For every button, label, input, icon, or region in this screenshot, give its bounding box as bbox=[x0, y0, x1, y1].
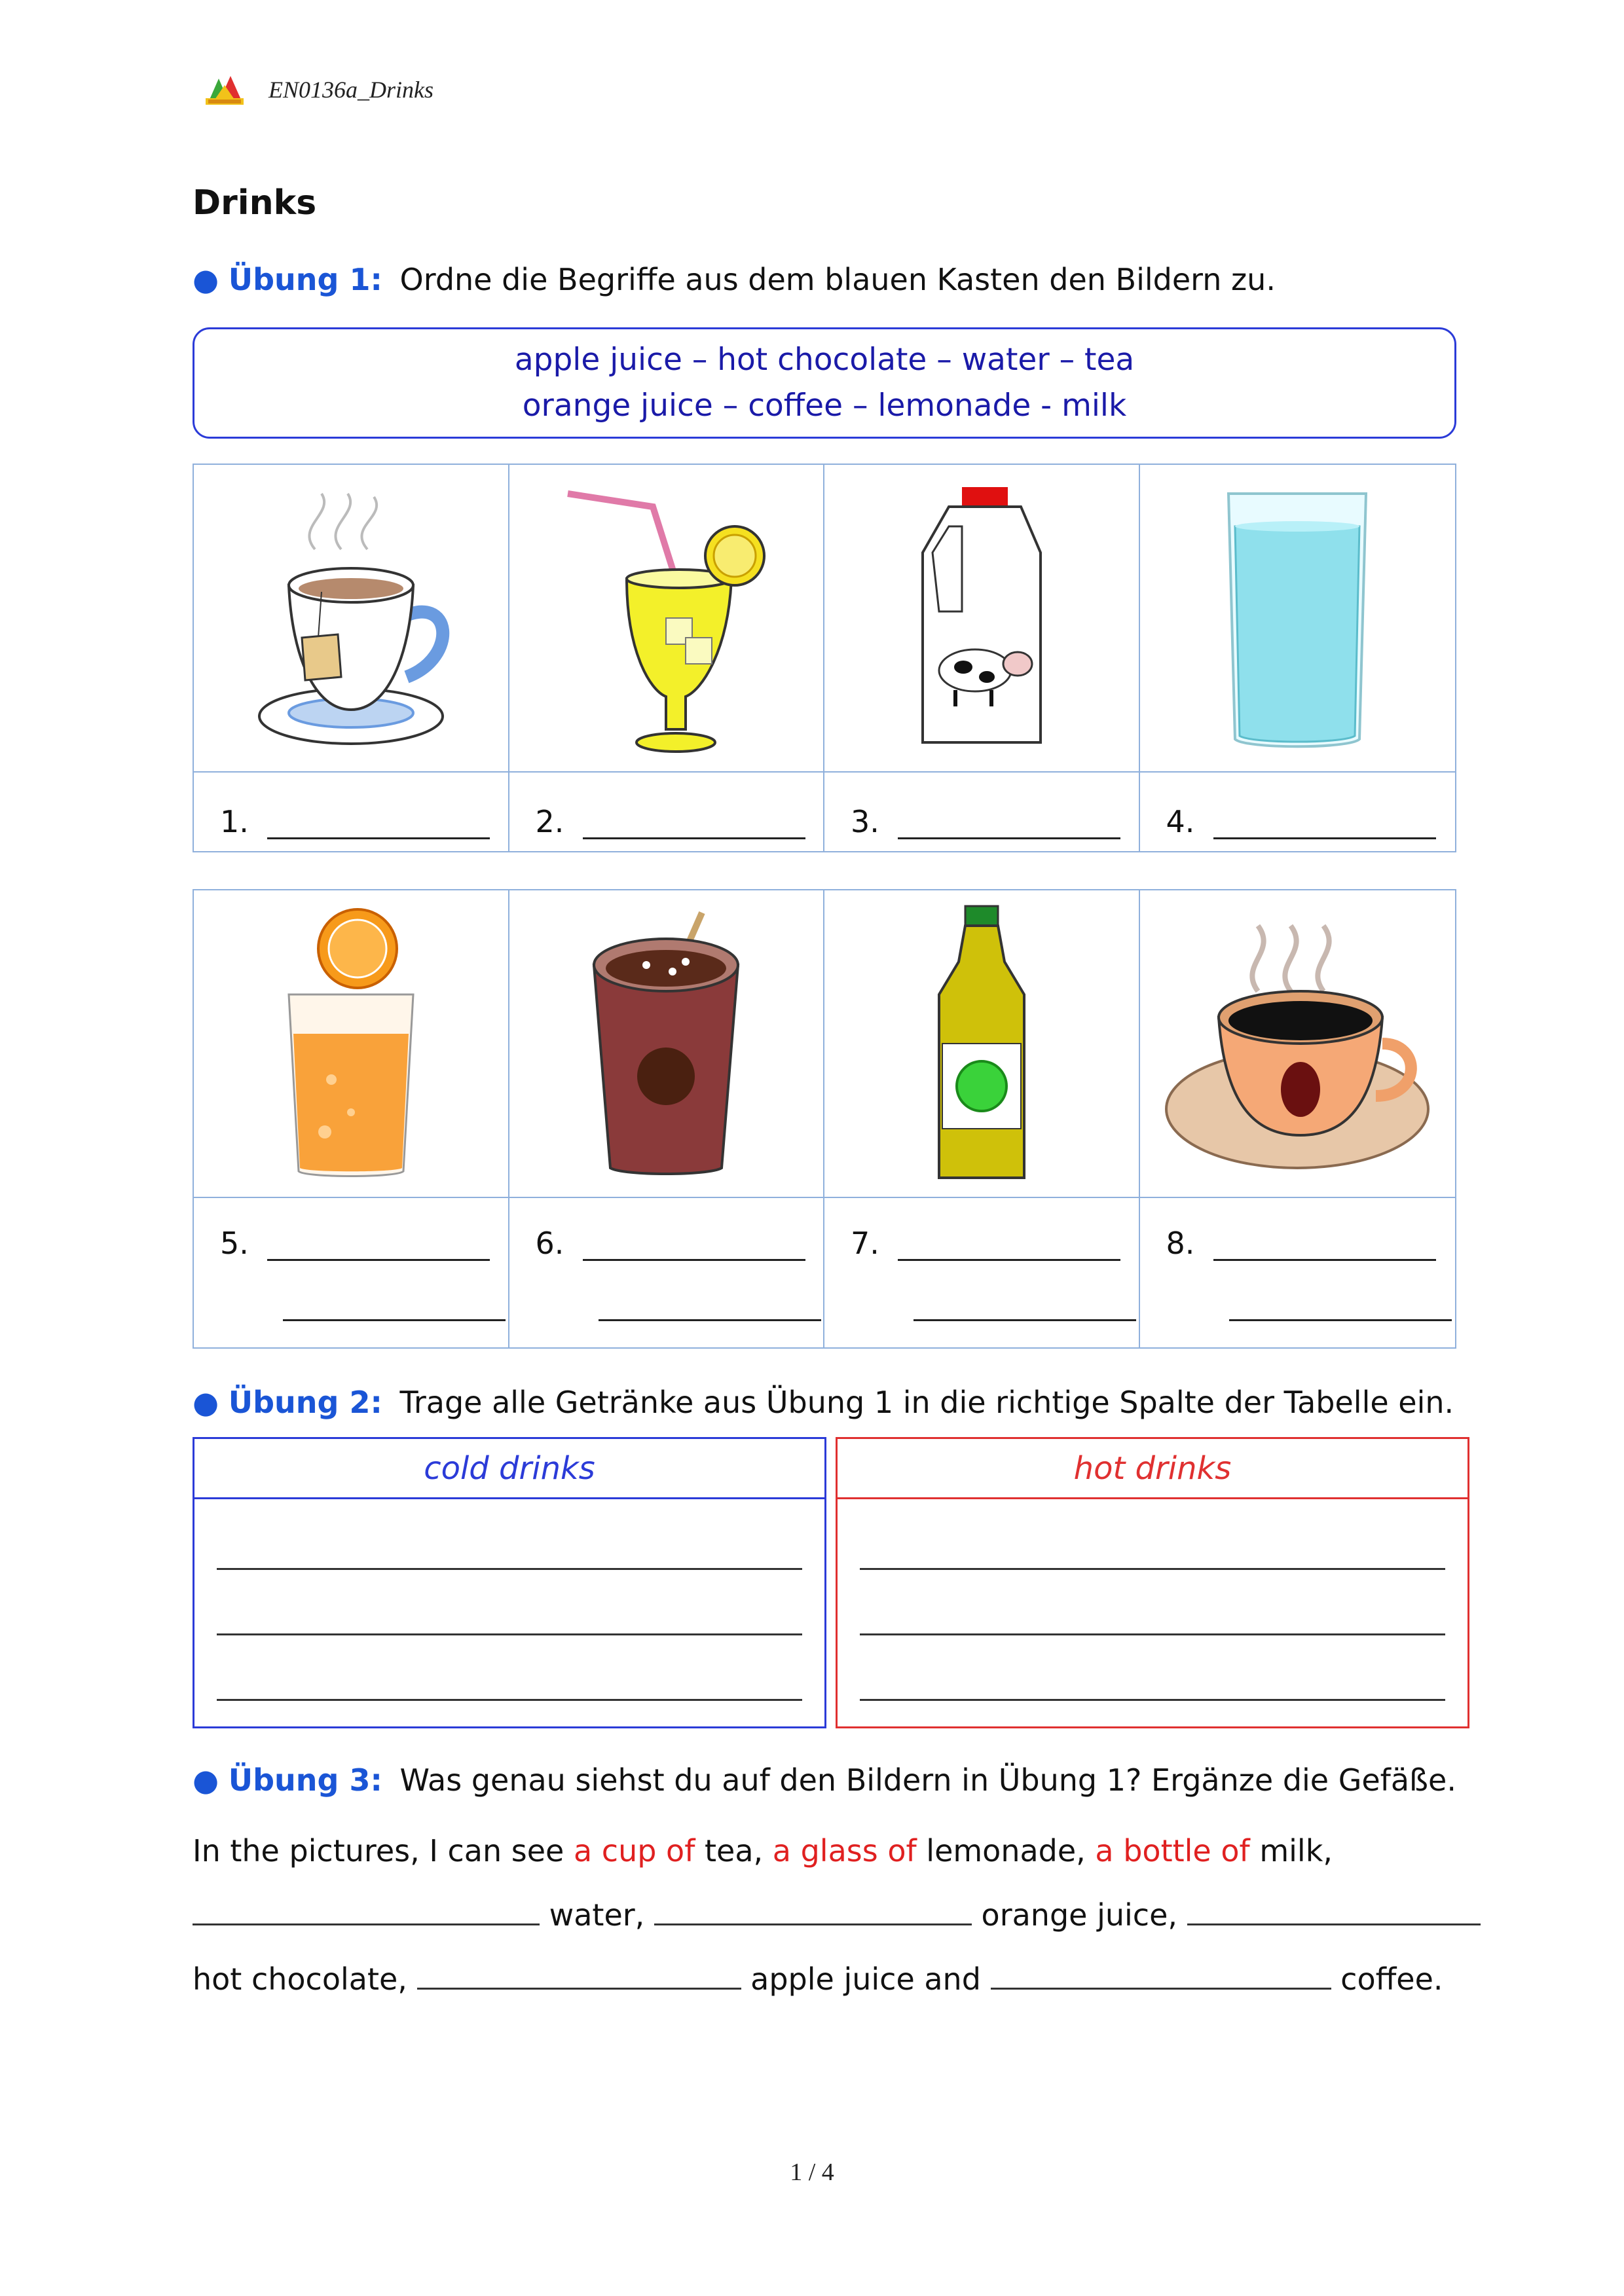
answer-cell-7 bbox=[824, 1198, 1140, 1347]
picture-cell-7 bbox=[824, 890, 1140, 1198]
answer-blank[interactable] bbox=[583, 1258, 805, 1261]
answer-blank-second[interactable] bbox=[1229, 1319, 1452, 1321]
answer-cell-2 bbox=[509, 773, 825, 851]
exercise-3-line-3 bbox=[193, 1961, 1443, 1997]
exercise-1-label: Übung 1: bbox=[228, 262, 382, 297]
picture-cell-2 bbox=[509, 465, 825, 773]
exercise-2-text: Trage alle Getränke aus Übung 1 in die richtige Spalte der Tabelle ein. bbox=[399, 1385, 1454, 1420]
page-number: 1 / 4 bbox=[790, 2159, 834, 2186]
cold-drinks-line-2[interactable] bbox=[217, 1633, 802, 1635]
exercise-3-label: Übung 3: bbox=[228, 1762, 382, 1798]
vessel-blank-hot-chocolate[interactable] bbox=[1187, 1923, 1481, 1925]
exercise-3-line-2 bbox=[193, 1897, 1481, 1933]
drink-hot-chocolate: hot chocolate, bbox=[193, 1961, 417, 1997]
water-glass-icon bbox=[1219, 481, 1376, 756]
answer-blank-second[interactable] bbox=[283, 1319, 506, 1321]
answer-number: 4. bbox=[1166, 804, 1195, 839]
answer-number: 3. bbox=[851, 804, 879, 839]
cold-drinks-header: cold drinks bbox=[194, 1439, 824, 1499]
vessel-blank-water[interactable] bbox=[193, 1923, 540, 1925]
exercise-3-instruction bbox=[193, 1762, 1456, 1798]
answer-number: 2. bbox=[535, 804, 564, 839]
exercise-1-instruction bbox=[193, 262, 1276, 297]
cold-drinks-line-1[interactable] bbox=[217, 1568, 802, 1570]
hot-drinks-line-1[interactable] bbox=[860, 1568, 1445, 1570]
drink-coffee: coffee. bbox=[1331, 1961, 1443, 1997]
drink-apple-juice: apple juice and bbox=[741, 1961, 991, 1997]
orange-juice-glass-icon bbox=[279, 903, 423, 1184]
hot-drinks-table bbox=[836, 1437, 1469, 1728]
answer-cell-6 bbox=[509, 1198, 825, 1347]
answer-number: 8. bbox=[1166, 1226, 1195, 1261]
milk-bottle-icon bbox=[910, 481, 1054, 756]
cold-drinks-line-3[interactable] bbox=[217, 1699, 802, 1701]
publisher-logo-icon bbox=[204, 73, 245, 106]
answer-blank[interactable] bbox=[267, 837, 490, 839]
picture-grid-row-2 bbox=[193, 889, 1456, 1349]
answer-number: 5. bbox=[220, 1226, 249, 1261]
picture-cell-4 bbox=[1140, 465, 1456, 773]
drink-milk: milk, bbox=[1249, 1833, 1333, 1868]
drink-lemonade: lemonade, bbox=[916, 1833, 1096, 1868]
vessel-blank-apple-juice[interactable] bbox=[417, 1987, 741, 1990]
word-box-line-1: apple juice – hot chocolate – water – tea bbox=[514, 342, 1135, 378]
drink-tea: tea, bbox=[695, 1833, 773, 1868]
lemonade-glass-icon bbox=[555, 481, 777, 756]
vessel-glass: a glass of bbox=[772, 1833, 917, 1868]
answer-blank[interactable] bbox=[898, 1258, 1120, 1261]
hot-drinks-line-2[interactable] bbox=[860, 1633, 1445, 1635]
vessel-blank-coffee[interactable] bbox=[991, 1987, 1331, 1990]
exercise-3-text: Was genau siehst du auf den Bildern in Übung 1? Ergänze die Gefäße. bbox=[399, 1762, 1456, 1798]
answer-blank[interactable] bbox=[1213, 1258, 1436, 1261]
exercise-2-instruction bbox=[193, 1385, 1454, 1420]
answer-cell-1 bbox=[194, 773, 509, 851]
page-title: Drinks bbox=[193, 183, 317, 223]
vessel-cup: a cup of bbox=[573, 1833, 695, 1868]
vessel-blank-orange-juice[interactable] bbox=[654, 1923, 972, 1925]
answer-number: 6. bbox=[535, 1226, 564, 1261]
bullet: ● bbox=[193, 1385, 219, 1420]
answer-cell-3 bbox=[824, 773, 1140, 851]
answer-cell-4 bbox=[1140, 773, 1456, 851]
picture-cell-3 bbox=[824, 465, 1140, 773]
exercise-3-line-1 bbox=[193, 1833, 1333, 1868]
exercise-2-label: Übung 2: bbox=[228, 1385, 382, 1420]
document-id: EN0136a_Drinks bbox=[268, 77, 434, 103]
coffee-cup-icon bbox=[1160, 913, 1435, 1175]
hot-drinks-header: hot drinks bbox=[838, 1439, 1467, 1499]
picture-grid-row-1 bbox=[193, 464, 1456, 852]
answer-number: 7. bbox=[851, 1226, 879, 1261]
hot-chocolate-cup-icon bbox=[581, 906, 751, 1181]
word-box bbox=[193, 327, 1456, 439]
tea-cup-icon bbox=[243, 487, 459, 749]
answer-blank-second[interactable] bbox=[599, 1319, 821, 1321]
drink-water: water, bbox=[540, 1897, 654, 1933]
answer-blank[interactable] bbox=[1213, 837, 1436, 839]
drink-orange-juice: orange juice, bbox=[971, 1897, 1187, 1933]
sentence-intro: In the pictures, I can see bbox=[193, 1833, 574, 1868]
picture-cell-1 bbox=[194, 465, 509, 773]
bullet: ● bbox=[193, 262, 219, 297]
word-box-line-2: orange juice – coffee – lemonade - milk bbox=[522, 388, 1127, 424]
bullet: ● bbox=[193, 1762, 219, 1798]
apple-juice-bottle-icon bbox=[929, 903, 1034, 1184]
answer-blank[interactable] bbox=[267, 1258, 490, 1261]
answer-cell-8 bbox=[1140, 1198, 1456, 1347]
vessel-bottle: a bottle of bbox=[1095, 1833, 1250, 1868]
document-header bbox=[204, 73, 434, 106]
hot-drinks-line-3[interactable] bbox=[860, 1699, 1445, 1701]
exercise-1-text: Ordne die Begriffe aus dem blauen Kasten den Bildern zu. bbox=[399, 262, 1276, 297]
answer-number: 1. bbox=[220, 804, 249, 839]
picture-cell-8 bbox=[1140, 890, 1456, 1198]
answer-cell-5 bbox=[194, 1198, 509, 1347]
answer-blank-second[interactable] bbox=[913, 1319, 1136, 1321]
answer-blank[interactable] bbox=[898, 837, 1120, 839]
cold-drinks-table bbox=[193, 1437, 826, 1728]
picture-cell-5 bbox=[194, 890, 509, 1198]
picture-cell-6 bbox=[509, 890, 825, 1198]
answer-blank[interactable] bbox=[583, 837, 805, 839]
